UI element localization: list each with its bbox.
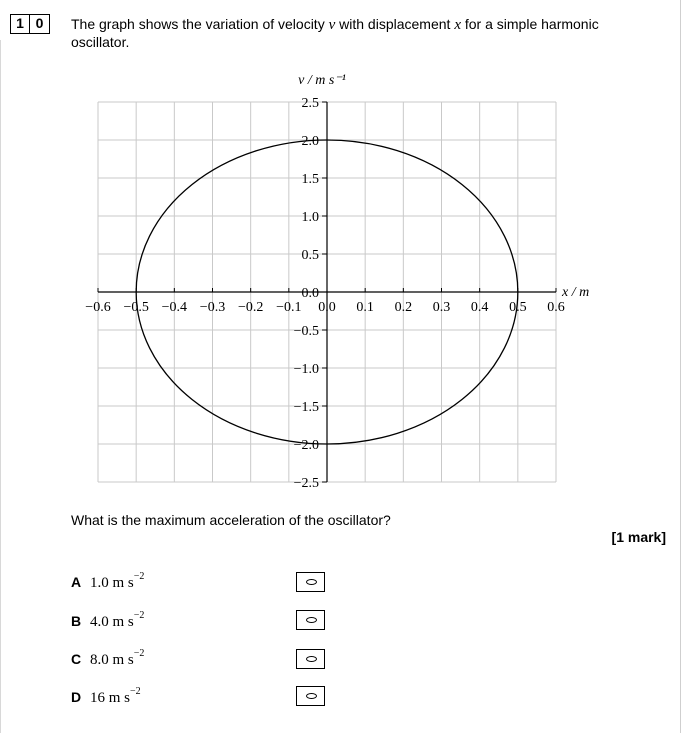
x-tick-label: −0.3 [199, 300, 226, 315]
x-axis-label: x / m [562, 285, 590, 300]
y-tick-label: 1.5 [301, 172, 319, 187]
question-text [71, 16, 651, 51]
option-d-bubble[interactable] [306, 693, 317, 699]
x-tick-label: 0.2 [394, 300, 413, 315]
y-tick-label: −2.5 [293, 476, 319, 491]
option-c [71, 650, 144, 669]
option-c-exponent: −2 [133, 648, 145, 659]
option-d-answer-box[interactable] [296, 686, 325, 706]
displacement-symbol: x [454, 17, 461, 33]
question-text-part2: with displacement [335, 16, 455, 32]
x-tick-label: −0.4 [161, 300, 188, 315]
option-a-text: 1.0 m s [90, 575, 134, 591]
option-d-text: 16 m s [90, 690, 131, 706]
option-a-letter: A [71, 574, 82, 590]
option-d-value [90, 688, 141, 707]
x-tick-label: 0.1 [356, 300, 374, 315]
velocity-symbol: v [328, 17, 336, 33]
y-tick-label: 0.5 [301, 248, 319, 263]
option-b-exponent: −2 [133, 610, 145, 621]
option-b-value [90, 612, 144, 631]
option-a-bubble[interactable] [306, 579, 317, 585]
option-d [71, 688, 141, 707]
x-tick-label: −0.2 [237, 300, 264, 315]
x-tick-label: 0.4 [470, 300, 489, 315]
y-tick-label: 1.0 [301, 210, 319, 225]
velocity-displacement-graph [0, 60, 684, 500]
option-c-text: 8.0 m s [90, 652, 134, 668]
y-axis-label: v / m s⁻¹ [298, 73, 346, 88]
question-prompt: What is the maximum acceleration of the oscillator? [71, 512, 391, 528]
y-tick-label: −2.0 [293, 438, 319, 453]
option-c-letter: C [71, 651, 82, 667]
option-c-answer-box[interactable] [296, 649, 325, 669]
option-a-answer-box[interactable] [296, 572, 325, 592]
option-c-value [90, 650, 144, 669]
y-tick-label: 2.0 [301, 134, 319, 149]
option-a-exponent: −2 [133, 571, 145, 582]
option-d-exponent: −2 [130, 686, 141, 697]
question-text-part3: for a simple harmonic oscillator. [71, 16, 599, 50]
mark-allocation: [1 mark] [611, 529, 666, 545]
x-tick-label: 0.5 [509, 300, 527, 315]
y-tick-label: −1.0 [293, 362, 319, 377]
option-a-value [90, 573, 144, 592]
option-a [71, 573, 144, 592]
y-tick-label: −0.5 [293, 324, 319, 339]
question-number [10, 14, 50, 34]
y-tick-label: −1.5 [293, 400, 319, 415]
x-tick-label: −0.5 [123, 300, 149, 315]
option-b-bubble[interactable] [306, 617, 317, 623]
question-number-digit-1: 1 [10, 14, 30, 34]
y-tick-label: 0.0 [301, 286, 319, 301]
option-b-text: 4.0 m s [90, 614, 134, 630]
x-tick-label: −0.1 [276, 300, 302, 315]
option-b-letter: B [71, 613, 82, 629]
x-tick-label: 0.6 [547, 300, 565, 315]
option-c-bubble[interactable] [306, 656, 317, 662]
question-number-digit-2: 0 [30, 14, 50, 34]
x-tick-label: −0.6 [85, 300, 111, 315]
x-tick-label: 0.3 [432, 300, 451, 315]
question-text-part1: The graph shows the variation of velocity [71, 16, 329, 32]
y-tick-label: 2.5 [301, 96, 319, 111]
option-b-answer-box[interactable] [296, 610, 325, 630]
x-tick-label-zero: 0.0 [318, 300, 336, 315]
option-d-letter: D [71, 689, 82, 705]
option-b [71, 612, 144, 631]
